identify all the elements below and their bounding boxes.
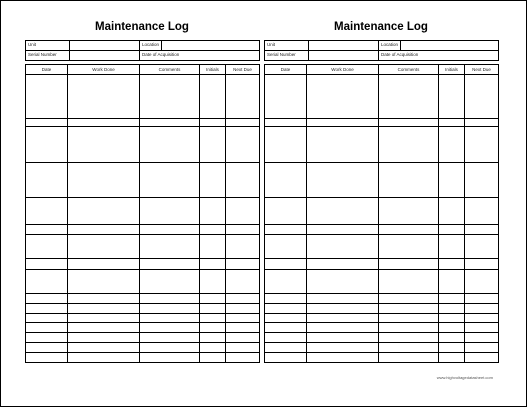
log-entry-cell[interactable] — [439, 259, 465, 270]
serial-number-label: Serial Number — [265, 51, 309, 61]
location-field[interactable] — [162, 41, 260, 51]
log-entry-cell[interactable] — [200, 343, 226, 353]
log-entry-cell[interactable] — [265, 198, 307, 225]
log-entry-row — [265, 225, 499, 235]
log-entry-row — [26, 259, 260, 270]
log-entry-cell[interactable] — [68, 323, 140, 333]
log-entry-cell[interactable] — [200, 225, 226, 235]
log-entry-cell[interactable] — [439, 127, 465, 163]
column-header-date: Date — [265, 65, 307, 75]
log-info-fields — [25, 40, 260, 61]
column-header-comments: Comments — [379, 65, 439, 75]
log-entry-cell[interactable] — [200, 198, 226, 225]
log-entry-cell[interactable] — [465, 323, 499, 333]
log-entry-cell[interactable] — [26, 235, 68, 259]
log-entry-cell[interactable] — [140, 343, 200, 353]
log-entry-row — [26, 343, 260, 353]
log-entry-cell[interactable] — [465, 75, 499, 119]
log-entry-row — [265, 323, 499, 333]
column-header-date: Date — [26, 65, 68, 75]
log-entry-cell[interactable] — [439, 343, 465, 353]
log-entry-cell[interactable] — [265, 75, 307, 119]
log-entry-cell[interactable] — [226, 343, 260, 353]
log-entry-row — [265, 314, 499, 323]
log-entry-cell[interactable] — [307, 304, 379, 314]
serial-number-field[interactable] — [70, 51, 140, 61]
log-entry-cell[interactable] — [68, 304, 140, 314]
log-entry-cell[interactable] — [307, 333, 379, 343]
log-entry-cell[interactable] — [226, 127, 260, 163]
log-entry-cell[interactable] — [265, 353, 307, 363]
log-entry-cell[interactable] — [439, 235, 465, 259]
log-entry-cell[interactable] — [465, 235, 499, 259]
log-entry-cell[interactable] — [226, 323, 260, 333]
log-entry-cell[interactable] — [26, 198, 68, 225]
log-entry-cell[interactable] — [307, 75, 379, 119]
log-entry-cell[interactable] — [465, 294, 499, 304]
log-entry-cell[interactable] — [379, 259, 439, 270]
log-entry-cell[interactable] — [307, 225, 379, 235]
log-entry-cell[interactable] — [140, 314, 200, 323]
unit-label: Unit — [265, 41, 309, 51]
log-entry-cell[interactable] — [26, 304, 68, 314]
log-entry-cell[interactable] — [439, 163, 465, 198]
log-entry-cell[interactable] — [200, 235, 226, 259]
column-header-next-due: Next Due — [465, 65, 499, 75]
log-entry-cell[interactable] — [200, 333, 226, 343]
log-entry-cell[interactable] — [226, 198, 260, 225]
log-entry-row — [265, 353, 499, 363]
log-entry-cell[interactable] — [379, 75, 439, 119]
log-entry-cell[interactable] — [140, 270, 200, 294]
log-entry-cell[interactable] — [26, 353, 68, 363]
log-entry-cell[interactable] — [307, 119, 379, 127]
log-entry-cell[interactable] — [200, 270, 226, 294]
log-entry-cell[interactable] — [226, 259, 260, 270]
log-entry-row — [265, 304, 499, 314]
log-entry-row — [26, 353, 260, 363]
log-entry-cell[interactable] — [226, 163, 260, 198]
log-entry-cell[interactable] — [68, 333, 140, 343]
log-entry-row — [265, 333, 499, 343]
log-entry-cell[interactable] — [140, 333, 200, 343]
log-entry-cell[interactable] — [465, 270, 499, 294]
log-entry-row — [265, 259, 499, 270]
log-entry-cell[interactable] — [439, 353, 465, 363]
log-info-fields — [264, 40, 499, 61]
log-entry-cell[interactable] — [226, 270, 260, 294]
log-entry-cell[interactable] — [226, 75, 260, 119]
log-entry-cell[interactable] — [265, 314, 307, 323]
log-entry-cell[interactable] — [200, 294, 226, 304]
footer-url: www.highvoltagedatasheet.com — [436, 375, 493, 380]
log-entry-cell[interactable] — [265, 127, 307, 163]
log-entry-cell[interactable] — [265, 259, 307, 270]
log-entry-row — [26, 294, 260, 304]
log-entry-row — [265, 294, 499, 304]
log-entry-row — [265, 75, 499, 119]
log-entry-cell[interactable] — [439, 270, 465, 294]
log-entry-cell[interactable] — [140, 259, 200, 270]
log-entry-cell[interactable] — [226, 314, 260, 323]
location-label: Location — [140, 41, 162, 51]
log-entry-cell[interactable] — [26, 270, 68, 294]
log-entry-cell[interactable] — [439, 225, 465, 235]
log-entry-cell[interactable] — [265, 343, 307, 353]
log-entry-cell[interactable] — [68, 75, 140, 119]
log-entry-row — [26, 270, 260, 294]
log-entry-cell[interactable] — [439, 75, 465, 119]
log-entry-cell[interactable] — [265, 294, 307, 304]
log-table — [25, 64, 260, 363]
log-entry-cell[interactable] — [379, 294, 439, 304]
column-header-comments: Comments — [140, 65, 200, 75]
log-entry-row — [265, 119, 499, 127]
log-entry-cell[interactable] — [439, 198, 465, 225]
log-title: Maintenance Log — [95, 21, 189, 33]
log-entry-cell[interactable] — [307, 270, 379, 294]
log-entry-cell[interactable] — [465, 163, 499, 198]
log-entry-cell[interactable] — [68, 270, 140, 294]
log-entry-cell[interactable] — [465, 314, 499, 323]
column-header-work-done: Work Done — [307, 65, 379, 75]
log-entry-cell[interactable] — [265, 235, 307, 259]
log-entry-cell[interactable] — [379, 163, 439, 198]
log-entry-cell[interactable] — [379, 304, 439, 314]
log-entry-cell[interactable] — [200, 304, 226, 314]
log-entry-cell[interactable] — [439, 323, 465, 333]
log-entry-cell[interactable] — [439, 314, 465, 323]
log-entry-cell[interactable] — [379, 343, 439, 353]
log-entry-cell[interactable] — [140, 353, 200, 363]
log-entry-cell[interactable] — [200, 127, 226, 163]
log-entry-cell[interactable] — [465, 119, 499, 127]
log-entry-cell[interactable] — [307, 198, 379, 225]
log-entry-cell[interactable] — [379, 333, 439, 343]
log-entry-row — [26, 323, 260, 333]
log-entry-cell[interactable] — [379, 235, 439, 259]
log-entry-cell[interactable] — [379, 127, 439, 163]
log-entry-cell[interactable] — [379, 198, 439, 225]
log-entry-cell[interactable] — [226, 304, 260, 314]
log-entry-cell[interactable] — [140, 323, 200, 333]
log-entry-cell[interactable] — [226, 353, 260, 363]
log-entry-row — [265, 235, 499, 259]
log-entry-cell[interactable] — [265, 163, 307, 198]
log-entry-cell[interactable] — [465, 127, 499, 163]
log-entry-cell[interactable] — [200, 323, 226, 333]
log-entry-row — [26, 314, 260, 323]
log-entry-cell[interactable] — [140, 163, 200, 198]
log-entry-cell[interactable] — [26, 163, 68, 198]
log-entry-cell[interactable] — [68, 235, 140, 259]
log-entry-cell[interactable] — [140, 127, 200, 163]
log-entry-row — [26, 235, 260, 259]
location-field[interactable] — [401, 41, 499, 51]
log-entry-cell[interactable] — [140, 294, 200, 304]
log-entry-cell[interactable] — [68, 343, 140, 353]
log-entry-cell[interactable] — [379, 119, 439, 127]
log-entry-cell[interactable] — [26, 127, 68, 163]
log-entry-cell[interactable] — [307, 323, 379, 333]
log-entry-cell[interactable] — [307, 235, 379, 259]
log-entry-cell[interactable] — [26, 225, 68, 235]
log-entry-cell[interactable] — [465, 333, 499, 343]
log-entry-cell[interactable] — [140, 304, 200, 314]
log-entry-cell[interactable] — [226, 119, 260, 127]
log-entry-cell[interactable] — [465, 343, 499, 353]
log-entry-cell[interactable] — [307, 343, 379, 353]
log-entry-cell[interactable] — [26, 294, 68, 304]
log-entry-cell[interactable] — [26, 75, 68, 119]
log-entry-row — [265, 270, 499, 294]
log-entry-cell[interactable] — [68, 259, 140, 270]
location-label: Location — [379, 41, 401, 51]
log-entry-row — [265, 198, 499, 225]
log-title: Maintenance Log — [334, 21, 428, 33]
log-entry-row — [26, 225, 260, 235]
log-entry-cell[interactable] — [226, 225, 260, 235]
log-entry-cell[interactable] — [439, 294, 465, 304]
log-entry-row — [26, 127, 260, 163]
log-entry-cell[interactable] — [379, 314, 439, 323]
log-entry-cell[interactable] — [68, 314, 140, 323]
log-entry-cell[interactable] — [200, 353, 226, 363]
log-entry-cell[interactable] — [200, 163, 226, 198]
log-entry-cell[interactable] — [379, 270, 439, 294]
log-entry-cell[interactable] — [465, 304, 499, 314]
log-entry-cell[interactable] — [140, 225, 200, 235]
log-entry-cell[interactable] — [307, 127, 379, 163]
log-entry-cell[interactable] — [265, 270, 307, 294]
column-header-initials: Initials — [439, 65, 465, 75]
log-entry-row — [265, 163, 499, 198]
log-entry-row — [26, 198, 260, 225]
log-entry-row — [26, 75, 260, 119]
log-entry-cell[interactable] — [307, 294, 379, 304]
log-entry-cell[interactable] — [379, 353, 439, 363]
log-entry-cell[interactable] — [226, 294, 260, 304]
acquisition-date-field[interactable]: Date of Acquisition — [379, 51, 499, 61]
log-entry-cell[interactable] — [439, 119, 465, 127]
log-entry-cell[interactable] — [200, 314, 226, 323]
log-entry-cell[interactable] — [68, 163, 140, 198]
acquisition-date-field[interactable]: Date of Acquisition — [140, 51, 260, 61]
log-entry-cell[interactable] — [439, 304, 465, 314]
log-entry-cell[interactable] — [465, 259, 499, 270]
log-entry-cell[interactable] — [465, 353, 499, 363]
serial-number-field[interactable] — [309, 51, 379, 61]
log-entry-cell[interactable] — [68, 353, 140, 363]
log-entry-cell[interactable] — [265, 119, 307, 127]
log-entry-cell[interactable] — [68, 225, 140, 235]
log-entry-cell[interactable] — [439, 333, 465, 343]
log-entry-cell[interactable] — [265, 304, 307, 314]
log-entry-cell[interactable] — [26, 333, 68, 343]
log-entry-row — [26, 119, 260, 127]
log-entry-cell[interactable] — [200, 119, 226, 127]
log-entry-cell[interactable] — [26, 119, 68, 127]
log-entry-cell[interactable] — [265, 225, 307, 235]
log-entry-row — [26, 163, 260, 198]
column-header-initials: Initials — [200, 65, 226, 75]
log-entry-cell[interactable] — [140, 119, 200, 127]
log-entry-cell[interactable] — [26, 343, 68, 353]
unit-field[interactable] — [309, 41, 379, 51]
log-entry-cell[interactable] — [140, 235, 200, 259]
serial-number-label: Serial Number — [26, 51, 70, 61]
log-entry-cell[interactable] — [465, 225, 499, 235]
unit-field[interactable] — [70, 41, 140, 51]
log-entry-cell[interactable] — [200, 259, 226, 270]
log-entry-cell[interactable] — [226, 235, 260, 259]
log-entry-cell[interactable] — [226, 333, 260, 343]
log-entry-cell[interactable] — [307, 259, 379, 270]
log-entry-cell[interactable] — [140, 198, 200, 225]
log-entry-cell[interactable] — [465, 198, 499, 225]
log-entry-row — [265, 127, 499, 163]
log-entry-cell[interactable] — [140, 75, 200, 119]
log-entry-cell[interactable] — [26, 314, 68, 323]
log-entry-row — [26, 333, 260, 343]
log-table — [264, 64, 499, 363]
log-entry-cell[interactable] — [307, 353, 379, 363]
log-entry-cell[interactable] — [265, 333, 307, 343]
log-entry-cell[interactable] — [26, 323, 68, 333]
log-entry-cell[interactable] — [26, 259, 68, 270]
column-header-next-due: Next Due — [226, 65, 260, 75]
log-entry-cell[interactable] — [68, 198, 140, 225]
log-entry-row — [265, 343, 499, 353]
log-entry-cell[interactable] — [265, 323, 307, 333]
log-entry-cell[interactable] — [68, 127, 140, 163]
column-header-work-done: Work Done — [68, 65, 140, 75]
log-entry-cell[interactable] — [68, 119, 140, 127]
log-entry-row — [26, 304, 260, 314]
log-entry-cell[interactable] — [68, 294, 140, 304]
log-entry-cell[interactable] — [307, 163, 379, 198]
log-entry-cell[interactable] — [379, 225, 439, 235]
log-entry-cell[interactable] — [307, 314, 379, 323]
log-entry-cell[interactable] — [200, 75, 226, 119]
unit-label: Unit — [26, 41, 70, 51]
log-entry-cell[interactable] — [379, 323, 439, 333]
